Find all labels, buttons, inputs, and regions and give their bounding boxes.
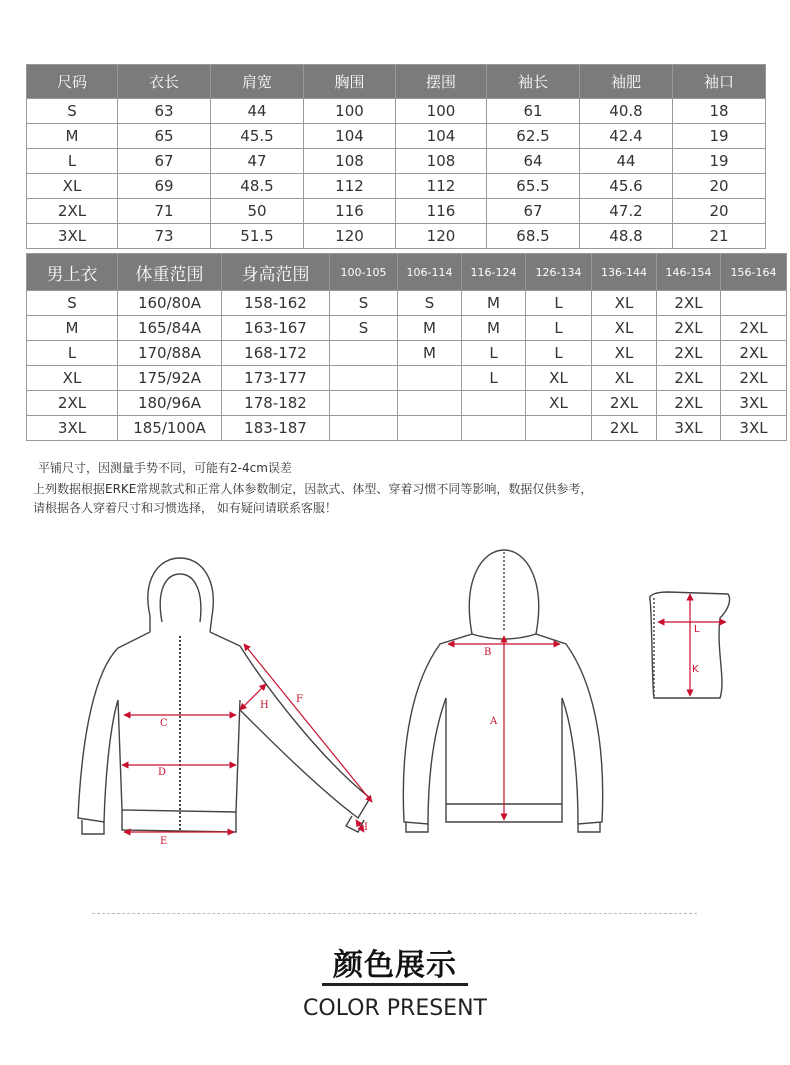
table-cell: 68.5 — [487, 224, 580, 249]
label-b: B — [484, 647, 492, 658]
hood-measurements — [658, 594, 726, 696]
table-cell: L — [27, 341, 118, 366]
table-cell: M — [462, 291, 526, 316]
table-cell: 112 — [396, 174, 487, 199]
table-cell: 63 — [118, 99, 211, 124]
table-cell: 18 — [673, 99, 766, 124]
size-table-header-cell: 袖口 — [673, 65, 766, 99]
table-row — [27, 291, 787, 316]
table-cell: 112 — [304, 174, 396, 199]
table-cell — [330, 366, 398, 391]
fit-table-header-cell: 126-134 — [526, 254, 592, 291]
table-cell: 170/88A — [118, 341, 222, 366]
table-cell: 108 — [304, 149, 396, 174]
table-cell: 100 — [396, 99, 487, 124]
size-table-header-cell: 袖长 — [487, 65, 580, 99]
table-cell: 21 — [673, 224, 766, 249]
table-cell: 2XL — [657, 341, 721, 366]
measurement-diagram — [0, 540, 790, 860]
table-cell: S — [27, 291, 118, 316]
table-cell: 44 — [211, 99, 304, 124]
table-cell — [330, 391, 398, 416]
size-table-header-cell: 袖肥 — [580, 65, 673, 99]
table-cell: L — [526, 341, 592, 366]
table-cell: 2XL — [657, 316, 721, 341]
label-k: K — [692, 664, 699, 675]
size-table-header-cell: 摆围 — [396, 65, 487, 99]
table-cell: 3XL — [721, 391, 787, 416]
table-cell: 183-187 — [222, 416, 330, 441]
table-cell: 104 — [304, 124, 396, 149]
label-f: F — [296, 694, 303, 705]
table-cell: L — [462, 366, 526, 391]
table-cell — [330, 341, 398, 366]
title-underline — [322, 983, 468, 986]
table-cell: 185/100A — [118, 416, 222, 441]
table-row — [27, 224, 766, 249]
table-cell: 165/84A — [118, 316, 222, 341]
table-cell: 65 — [118, 124, 211, 149]
table-row — [27, 124, 766, 149]
fit-table-header-cell: 106-114 — [398, 254, 462, 291]
table-cell: 44 — [580, 149, 673, 174]
note-line-3: 请根据各人穿着尺寸和习惯选择， 如有疑问请联系客服！ — [33, 501, 337, 515]
table-row — [27, 199, 766, 224]
fit-table-body — [27, 291, 787, 441]
table-cell: 116 — [304, 199, 396, 224]
fit-table-header-cell: 146-154 — [657, 254, 721, 291]
table-cell: 3XL — [27, 224, 118, 249]
table-cell: 69 — [118, 174, 211, 199]
table-cell: 19 — [673, 149, 766, 174]
table-cell: 2XL — [657, 366, 721, 391]
table-cell: 73 — [118, 224, 211, 249]
label-l: L — [694, 624, 700, 635]
table-cell: 51.5 — [211, 224, 304, 249]
front-jacket-drawing — [78, 558, 370, 834]
table-row — [27, 391, 787, 416]
section-title-cn: 颜色展示 — [333, 948, 457, 983]
table-cell: L — [526, 291, 592, 316]
table-cell — [398, 391, 462, 416]
table-cell: 3XL — [657, 416, 721, 441]
table-cell: 62.5 — [487, 124, 580, 149]
table-cell: 180/96A — [118, 391, 222, 416]
table-cell: S — [330, 291, 398, 316]
table-cell: L — [27, 149, 118, 174]
size-table-header-cell: 尺码 — [27, 65, 118, 99]
table-cell: 71 — [118, 199, 211, 224]
table-cell: S — [398, 291, 462, 316]
table-cell: 42.4 — [580, 124, 673, 149]
table-row — [27, 174, 766, 199]
table-cell: 2XL — [657, 391, 721, 416]
fit-table-header-cell: 身高范围 — [222, 254, 330, 291]
table-cell: XL — [592, 291, 657, 316]
table-cell: XL — [592, 316, 657, 341]
table-cell: 163-167 — [222, 316, 330, 341]
table-cell: 2XL — [27, 199, 118, 224]
size-table-body — [27, 99, 766, 249]
table-cell: 178-182 — [222, 391, 330, 416]
table-cell: M — [27, 124, 118, 149]
table-cell: 20 — [673, 174, 766, 199]
table-cell — [462, 391, 526, 416]
table-cell — [462, 416, 526, 441]
front-measurements — [122, 644, 372, 832]
table-cell: 2XL — [27, 391, 118, 416]
table-cell: 2XL — [721, 366, 787, 391]
fit-table-header-cell: 男上衣 — [27, 254, 118, 291]
table-cell: M — [462, 316, 526, 341]
table-cell — [721, 291, 787, 316]
table-cell: 20 — [673, 199, 766, 224]
label-i: I — [364, 822, 368, 833]
table-cell — [526, 416, 592, 441]
table-cell: 108 — [396, 149, 487, 174]
table-cell: M — [27, 316, 118, 341]
table-cell — [398, 366, 462, 391]
table-cell: L — [526, 316, 592, 341]
label-d: D — [158, 767, 167, 778]
fit-table-header-cell: 156-164 — [721, 254, 787, 291]
table-cell: 173-177 — [222, 366, 330, 391]
size-table-header-cell: 肩宽 — [211, 65, 304, 99]
table-cell: 104 — [396, 124, 487, 149]
table-row — [27, 149, 766, 174]
fit-table-header — [27, 254, 787, 291]
table-cell: 100 — [304, 99, 396, 124]
back-jacket-drawing — [403, 550, 602, 832]
table-cell: 3XL — [27, 416, 118, 441]
table-cell: 19 — [673, 124, 766, 149]
table-cell: XL — [27, 174, 118, 199]
table-cell: XL — [592, 341, 657, 366]
table-cell: M — [398, 316, 462, 341]
size-table-header — [27, 65, 766, 99]
table-row — [27, 416, 787, 441]
table-cell: XL — [526, 391, 592, 416]
table-cell: XL — [592, 366, 657, 391]
section-title-en: COLOR PRESENT — [303, 996, 487, 1021]
table-row — [27, 316, 787, 341]
table-cell: 175/92A — [118, 366, 222, 391]
fit-table-header-cell: 100-105 — [330, 254, 398, 291]
note-line-2: 上列数据根据ERKE常规款式和正常人体参数制定，因款式、体型、穿着习惯不同等影响，数据仅供参考， — [33, 482, 593, 496]
size-table — [26, 64, 766, 249]
table-cell: L — [462, 341, 526, 366]
table-row — [27, 341, 787, 366]
table-cell: 160/80A — [118, 291, 222, 316]
table-cell: S — [27, 99, 118, 124]
table-cell: 45.5 — [211, 124, 304, 149]
table-cell: 2XL — [592, 391, 657, 416]
table-cell: 61 — [487, 99, 580, 124]
table-cell: S — [330, 316, 398, 341]
note-line-1: 平铺尺寸，因测量手势不同，可能有2-4cm误差 — [38, 461, 292, 475]
back-measurements — [448, 636, 560, 820]
size-table-header-cell: 胸围 — [304, 65, 396, 99]
table-cell: 47.2 — [580, 199, 673, 224]
table-cell: 120 — [396, 224, 487, 249]
table-cell: 158-162 — [222, 291, 330, 316]
table-row — [27, 99, 766, 124]
label-c: C — [160, 718, 168, 729]
table-cell: 50 — [211, 199, 304, 224]
label-h: H — [260, 700, 269, 711]
table-cell: 2XL — [721, 341, 787, 366]
table-cell: 65.5 — [487, 174, 580, 199]
table-cell: 47 — [211, 149, 304, 174]
label-e: E — [160, 836, 168, 847]
table-cell: XL — [526, 366, 592, 391]
table-cell: 2XL — [592, 416, 657, 441]
section-divider — [92, 913, 697, 914]
table-cell: 64 — [487, 149, 580, 174]
table-cell: M — [398, 341, 462, 366]
fit-table-header-cell: 116-124 — [462, 254, 526, 291]
table-cell: 2XL — [721, 316, 787, 341]
label-a: A — [490, 716, 498, 727]
table-cell: 116 — [396, 199, 487, 224]
table-cell: 67 — [487, 199, 580, 224]
table-cell: 67 — [118, 149, 211, 174]
table-cell — [398, 416, 462, 441]
table-cell: 2XL — [657, 291, 721, 316]
table-cell: 168-172 — [222, 341, 330, 366]
table-cell: 120 — [304, 224, 396, 249]
table-cell: 45.6 — [580, 174, 673, 199]
size-table-header-cell: 衣长 — [118, 65, 211, 99]
table-cell: XL — [27, 366, 118, 391]
table-cell: 40.8 — [580, 99, 673, 124]
table-cell: 48.8 — [580, 224, 673, 249]
fit-table — [26, 253, 787, 441]
table-cell: 48.5 — [211, 174, 304, 199]
table-cell — [330, 416, 398, 441]
fit-table-header-cell: 体重范围 — [118, 254, 222, 291]
table-row — [27, 366, 787, 391]
fit-table-header-cell: 136-144 — [592, 254, 657, 291]
table-cell: 3XL — [721, 416, 787, 441]
